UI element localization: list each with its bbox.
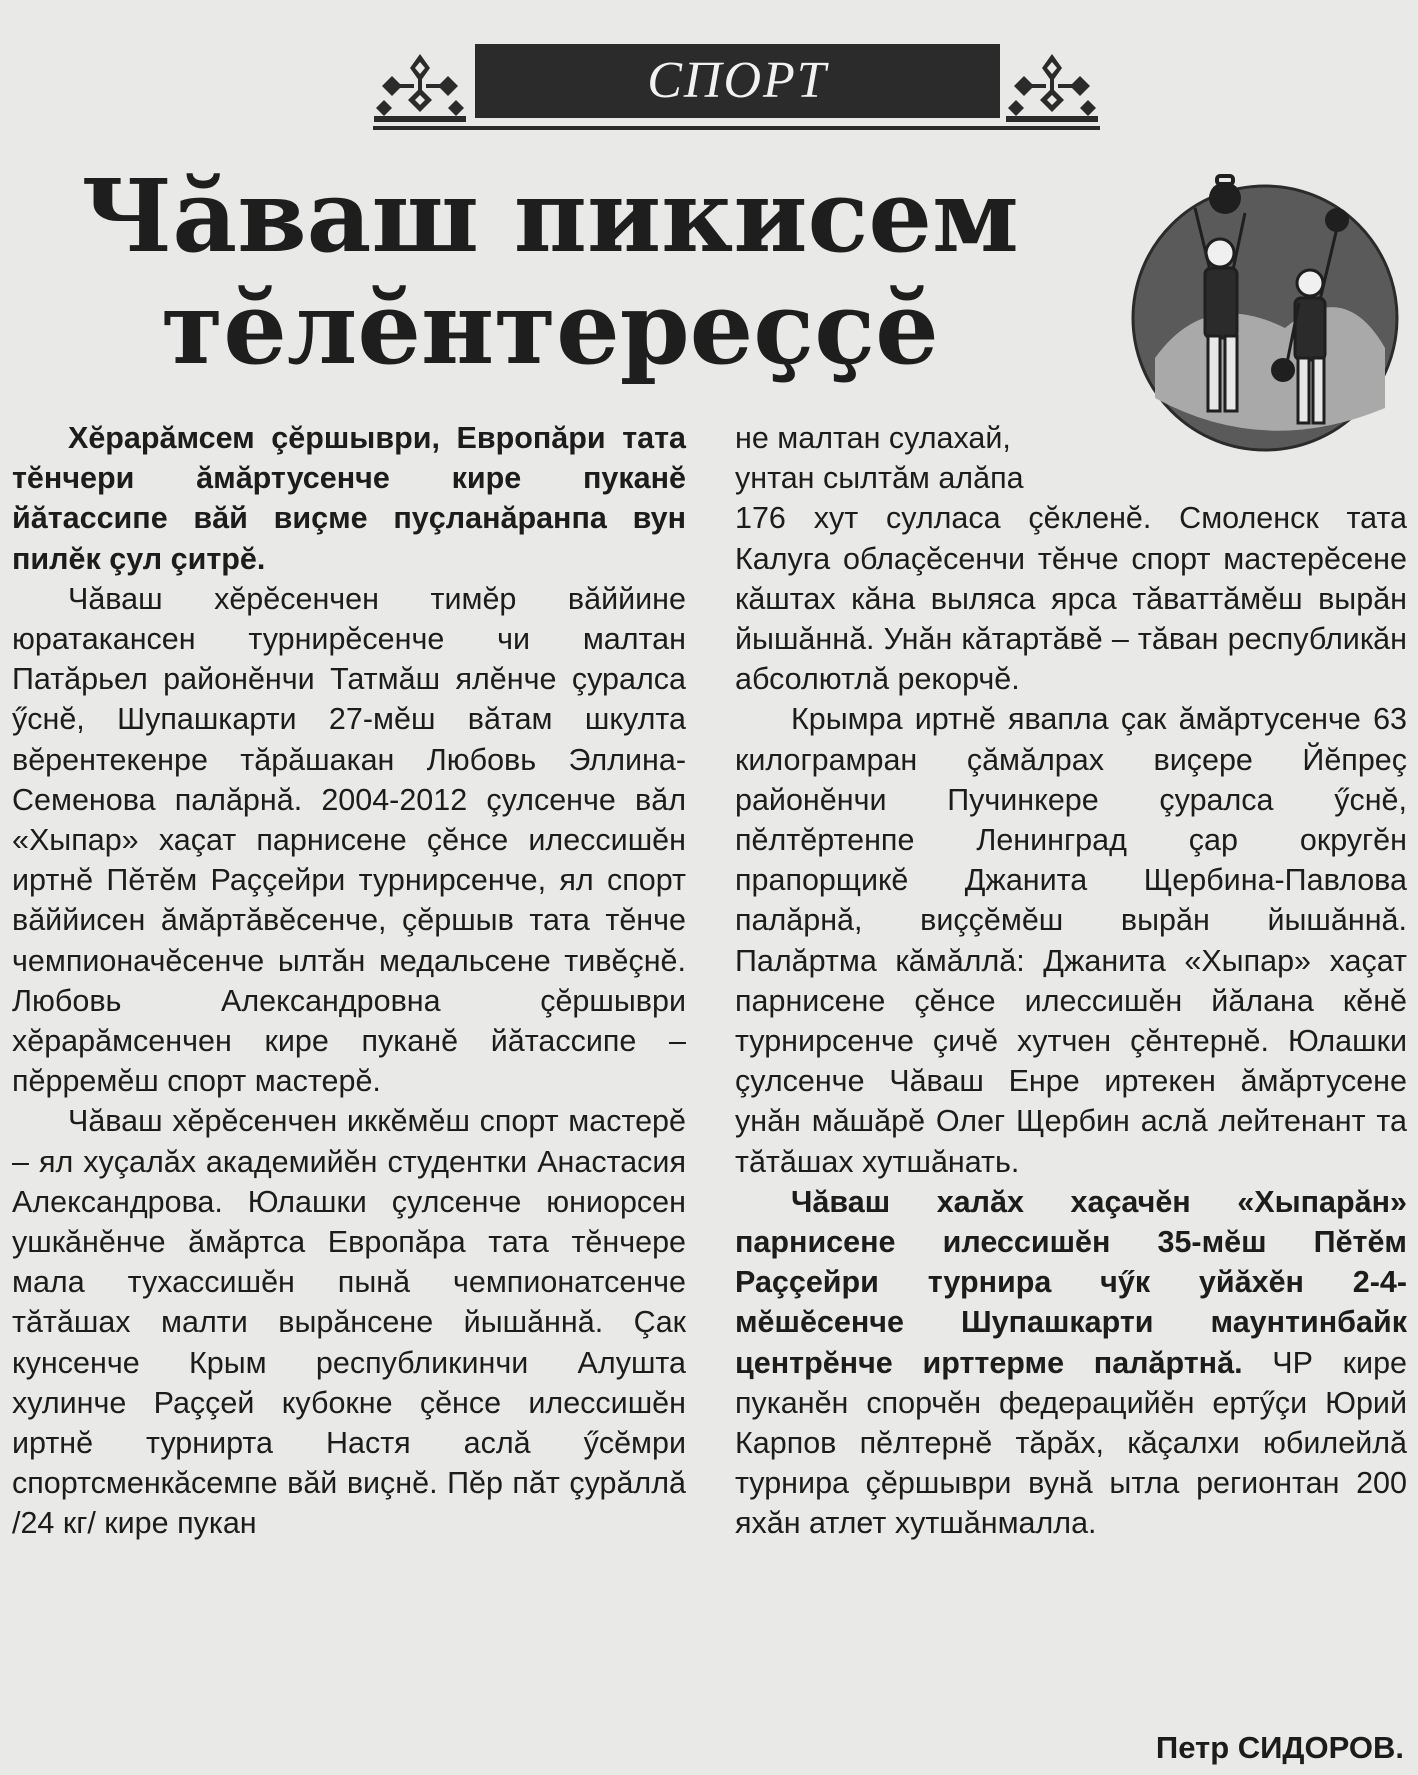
article-paragraph-continued: 176 хут сулласа çĕкленĕ. Смоленск тата Калуга облаçĕсенчи тĕнче спорт мастерĕсене кăштах кăна выляса ярса тăваттăмĕш вырăн йышăннă. Унăн кăтартăвĕ – тăван республикăн абсолютлă рекорчĕ. — [735, 501, 1407, 697]
article-paragraph: Крымра иртнĕ явапла çак ăмăртусенче 63 килограмран çăмăлрах виçере Йĕпреç районĕнчи Пучинкере çуралса ӳснĕ, пĕлтĕртенпе Ленинград çар округĕн прапорщикĕ Джанита Щербина-Павлова палăрнă, виççĕмĕш вырăн йышăннă. Палăртма кăмăллă: Джанита «Хыпар» хаçат парнисене çĕнсе илессишĕн йăлана кĕнĕ турнирсенче çичĕ хутчен çĕнтернĕ. Юлашки çулсенче Чăваш Енре иртекен ăмăртусене унăн мăшăрĕ Олег Щербин аслă лейтенант та тăтăшах хутшăнать. — [735, 702, 1407, 1179]
article-column-left — [12, 418, 686, 1544]
section-banner: СПОРТ — [475, 44, 1000, 118]
article-paragraph-continued: унтан сылтăм алăпа — [735, 461, 1024, 496]
article-column-right — [735, 418, 1407, 1544]
article-paragraph-final — [735, 1182, 1407, 1544]
announcement-rest: ЧР кире пуканĕн спорчĕн федерацийĕн ертӳçи Юрий Карпов пĕлтернĕ тăрăх, кăçалхи юбилейлă турнира çĕршыври вунă ытла регионтан 200 яхăн атлет хутшăнмалла. — [735, 1345, 1407, 1541]
folk-ornament-icon — [1004, 48, 1100, 124]
author-byline: Петр СИДОРОВ. — [1155, 1730, 1404, 1765]
article-paragraph-continued: не малтан сулахай, — [735, 421, 1011, 455]
headline-line-1: Чăваш пикисем — [81, 157, 1019, 275]
headline-line-2: тĕлĕнтереççĕ — [161, 269, 939, 387]
folk-ornament-icon — [372, 48, 468, 124]
announcement-bold: Чăваш халăх хаçачĕн «Хыпарăн» парнисене илессишĕн 35-мĕш Пĕтĕм Раççейри турнира чӳк уйăхĕн 2-4-мĕшĕсенче Шупашкарти маунтинбайк центрĕнче ирттерме палăртнă. — [735, 1184, 1407, 1380]
article-paragraph: Чăваш хĕрĕсенчен иккĕмĕш спорт мастерĕ – ял хуçалăх академийĕн студентки Анастасия Александрова. Юлашки çулсенче юниорсен ушкăнĕнче ăмăртса Европăра тата тĕнчере мала тухассишĕн пынă чемпионатсенче тăтăшах малти вырăнсене йышăннă. Çак кунсенче Крым республикинчи Алушта хулинче Раççей кубокне çĕнсе илессишĕн иртнĕ турнирта Настя аслă ӳсĕмри спортсменкăсемпе вăй виçнĕ. Пĕр пăт çурăллă /24 кг/ кире пукан — [12, 1104, 686, 1541]
article-headline — [10, 157, 1090, 387]
article-lead: Хĕрарăмсем çĕршыври, Европăри тата тĕнчери ăмăртусенче кире пуканĕ йăтассипе вăй виçме пуçланăранпа вун пилĕк çул çитрĕ. — [12, 421, 686, 576]
article-paragraph: Чăваш хĕрĕсенчен тимĕр вăййине юратакансен турнирĕсенче чи малтан Патăрьел районĕнчи Татмăш ялĕнче çуралса ӳснĕ, Шупашкарти 27-мĕш вăтам шкулта вĕрентекенре тăрăшакан Любовь Эллина-Семенова палăрнă. 2004-2012 çулсенче вăл «Хыпар» хаçат парнисене çĕнсе илессишĕн иртнĕ Пĕтĕм Раççейри турнирсенче, ял спорт вăййисен ăмăртăвĕсенче, çĕршыв тата тĕнче чемпионачĕсенче ылтăн медальсене тивĕçнĕ. Любовь Александровна çĕршыври хĕрарăмсенчен кире пуканĕ йăтассипе – пĕрремĕш спорт мастерĕ. — [12, 581, 686, 1099]
header-rule — [373, 126, 1100, 130]
